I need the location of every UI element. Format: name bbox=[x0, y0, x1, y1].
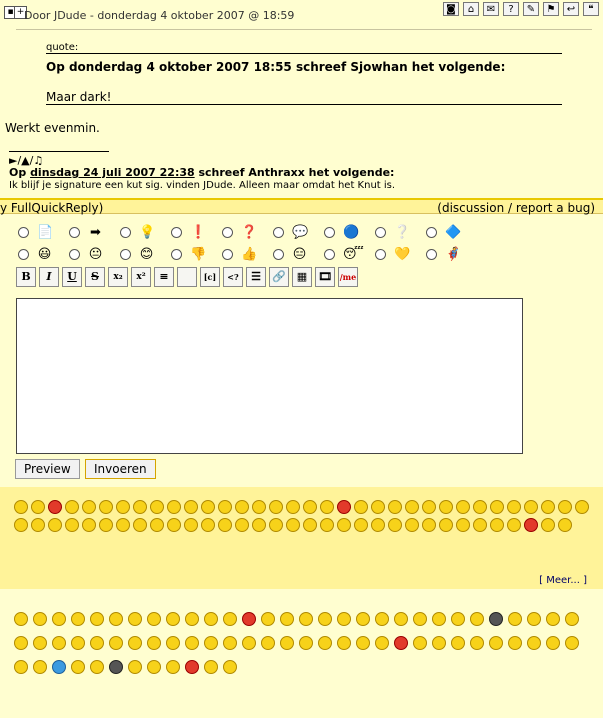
post-icon-row bbox=[18, 243, 578, 265]
radio-button[interactable] bbox=[426, 227, 437, 238]
strike-button[interactable]: S bbox=[85, 267, 105, 287]
smiley-icon[interactable] bbox=[280, 636, 294, 650]
question-icon[interactable]: ? bbox=[503, 2, 519, 16]
smiley-icon[interactable] bbox=[490, 500, 504, 514]
edit-icon[interactable]: ✎ bbox=[523, 2, 539, 16]
smiley-icon[interactable] bbox=[33, 660, 47, 674]
smiley-icon[interactable] bbox=[223, 660, 237, 674]
smiley-icon[interactable] bbox=[185, 612, 199, 626]
radio-button[interactable] bbox=[18, 227, 29, 238]
smiley-icon[interactable] bbox=[337, 636, 351, 650]
arrow-icon: ➡ bbox=[90, 224, 101, 240]
extra-smiley-grid bbox=[14, 612, 589, 674]
radio-button[interactable] bbox=[426, 249, 437, 260]
post-text: Werkt evenmin. bbox=[5, 121, 100, 135]
smiley-icon[interactable] bbox=[320, 500, 334, 514]
smiley-icon[interactable] bbox=[99, 518, 113, 532]
smiley-icon[interactable] bbox=[456, 500, 470, 514]
post-icon-option[interactable] bbox=[324, 247, 375, 262]
smiley-icon[interactable] bbox=[354, 500, 368, 514]
php-button[interactable]: <? bbox=[223, 267, 243, 287]
radio-button[interactable] bbox=[375, 249, 386, 260]
happy-icon: 😊 bbox=[139, 246, 154, 262]
smiley-icon[interactable] bbox=[546, 612, 560, 626]
signature-quote-header: Op dinsdag 24 juli 2007 22:38 schreef Anthraxx het volgende: bbox=[9, 166, 395, 179]
underline-button[interactable]: U bbox=[62, 267, 82, 287]
discussion-link[interactable]: (discussion / report a bug) bbox=[437, 201, 595, 215]
smiley-icon[interactable] bbox=[286, 500, 300, 514]
smiley-icon[interactable] bbox=[133, 500, 147, 514]
subscript-button[interactable]: x₂ bbox=[108, 267, 128, 287]
image-button[interactable]: ▦ bbox=[292, 267, 312, 287]
signature-nav[interactable]: ►/▲/♫ bbox=[9, 154, 44, 167]
heart-icon: 💛 bbox=[394, 246, 411, 262]
smiley-icon[interactable] bbox=[223, 612, 237, 626]
smiley-icon[interactable] bbox=[147, 660, 161, 674]
radio-button[interactable] bbox=[222, 249, 233, 260]
smiley-icon[interactable] bbox=[303, 500, 317, 514]
radio-button[interactable] bbox=[120, 227, 131, 238]
reply-icon[interactable]: ↩ bbox=[563, 2, 579, 16]
post-icon-option[interactable] bbox=[69, 247, 120, 262]
smiley-icon[interactable] bbox=[14, 500, 28, 514]
smiley-icon[interactable] bbox=[299, 636, 313, 650]
smiley-icon[interactable] bbox=[261, 612, 275, 626]
smiley-icon[interactable] bbox=[128, 612, 142, 626]
extra-smiley-panel bbox=[0, 592, 603, 718]
smiley-icon[interactable] bbox=[128, 636, 142, 650]
quote-label: quote: bbox=[46, 42, 79, 53]
smiley-icon[interactable] bbox=[524, 500, 538, 514]
smiley-icon[interactable] bbox=[388, 518, 402, 532]
camera-icon[interactable]: ◙ bbox=[443, 2, 459, 16]
post-tools bbox=[443, 2, 599, 16]
smiley-icon[interactable] bbox=[432, 636, 446, 650]
smiley-icon[interactable] bbox=[527, 612, 541, 626]
bold-button[interactable]: B bbox=[16, 267, 36, 287]
smiley-icon[interactable] bbox=[201, 500, 215, 514]
smiley-icon[interactable] bbox=[252, 500, 266, 514]
question-bubble-icon: ❔ bbox=[394, 224, 411, 240]
smiley-icon[interactable] bbox=[286, 518, 300, 532]
radio-button[interactable] bbox=[273, 249, 284, 260]
link-button[interactable]: 🔗 bbox=[269, 267, 289, 287]
superhero-icon: 🦸 bbox=[445, 246, 462, 262]
radio-button[interactable] bbox=[222, 227, 233, 238]
smiley-icon[interactable] bbox=[565, 636, 579, 650]
expressionless-icon: 😑 bbox=[292, 246, 307, 262]
smiley-icon[interactable] bbox=[375, 612, 389, 626]
home-icon[interactable]: ⌂ bbox=[463, 2, 479, 16]
quote-bottom-line bbox=[46, 104, 562, 105]
signature-date-link[interactable]: dinsdag 24 juli 2007 22:38 bbox=[30, 166, 195, 179]
smiley-icon[interactable] bbox=[14, 636, 28, 650]
sleepy-icon: 😴 bbox=[343, 246, 364, 262]
smiley-icon[interactable] bbox=[337, 612, 351, 626]
smiley-icon[interactable] bbox=[320, 518, 334, 532]
quote-top-line bbox=[46, 53, 562, 54]
post-icon-selector bbox=[18, 221, 578, 265]
radio-button[interactable] bbox=[273, 227, 284, 238]
smiley-icon[interactable] bbox=[116, 500, 130, 514]
smiley-icon[interactable] bbox=[489, 636, 503, 650]
format-toolbar bbox=[16, 267, 358, 287]
blank-button[interactable] bbox=[177, 267, 197, 287]
smiley-icon[interactable] bbox=[52, 660, 66, 674]
smiley-grid bbox=[14, 500, 589, 532]
expand-icon[interactable]: + bbox=[14, 6, 27, 19]
smiley-icon[interactable] bbox=[166, 636, 180, 650]
smiley-icon[interactable] bbox=[490, 518, 504, 532]
smiley-icon[interactable] bbox=[90, 636, 104, 650]
smiley-icon[interactable] bbox=[109, 612, 123, 626]
smile-icon: 😃 bbox=[37, 246, 52, 262]
radio-button[interactable] bbox=[324, 249, 335, 260]
smiley-icon[interactable] bbox=[394, 612, 408, 626]
smiley-icon[interactable] bbox=[166, 660, 180, 674]
smiley-icon[interactable] bbox=[303, 518, 317, 532]
smiley-icon[interactable] bbox=[439, 518, 453, 532]
radio-button[interactable] bbox=[171, 227, 182, 238]
neutral-icon: 😐 bbox=[88, 246, 103, 262]
smiley-icon[interactable] bbox=[99, 500, 113, 514]
smiley-icon[interactable] bbox=[473, 500, 487, 514]
smiley-icon[interactable] bbox=[489, 612, 503, 626]
smiley-icon[interactable] bbox=[185, 660, 199, 674]
smiley-icon[interactable] bbox=[147, 612, 161, 626]
post-meta: Door JDude - donderdag 4 oktober 2007 @ 18:59 bbox=[24, 9, 295, 22]
document-icon: 📄 bbox=[37, 224, 54, 240]
post-icon-option[interactable] bbox=[324, 225, 375, 240]
smiley-icon[interactable] bbox=[204, 612, 218, 626]
smiley-icon[interactable] bbox=[269, 500, 283, 514]
superscript-button[interactable]: x² bbox=[131, 267, 151, 287]
lightbulb-icon: 💡 bbox=[139, 224, 156, 240]
smiley-icon[interactable] bbox=[71, 612, 85, 626]
radio-button[interactable] bbox=[120, 249, 131, 260]
smiley-icon[interactable] bbox=[473, 518, 487, 532]
smiley-icon[interactable] bbox=[439, 500, 453, 514]
post-icon-option[interactable] bbox=[171, 247, 222, 262]
smiley-icon[interactable] bbox=[470, 636, 484, 650]
smiley-icon[interactable] bbox=[280, 612, 294, 626]
smiley-panel bbox=[0, 487, 603, 589]
smiley-icon[interactable] bbox=[252, 518, 266, 532]
smiley-icon[interactable] bbox=[185, 636, 199, 650]
radio-button[interactable] bbox=[375, 227, 386, 238]
post-icon-option[interactable] bbox=[18, 225, 69, 240]
blue-dot-icon: 🔵 bbox=[343, 224, 360, 240]
smiley-icon[interactable] bbox=[218, 518, 232, 532]
smiley-icon[interactable] bbox=[422, 500, 436, 514]
smiley-icon[interactable] bbox=[318, 612, 332, 626]
smiley-icon[interactable] bbox=[218, 500, 232, 514]
more-smilies-link[interactable]: [ Meer... ] bbox=[539, 575, 587, 586]
smiley-icon[interactable] bbox=[71, 660, 85, 674]
smiley-icon[interactable] bbox=[269, 518, 283, 532]
smiley-icon[interactable] bbox=[470, 612, 484, 626]
smiley-icon[interactable] bbox=[133, 518, 147, 532]
smiley-icon[interactable] bbox=[109, 636, 123, 650]
smiley-icon[interactable] bbox=[508, 612, 522, 626]
smiley-icon[interactable] bbox=[204, 636, 218, 650]
smiley-icon[interactable] bbox=[33, 612, 47, 626]
smiley-icon[interactable] bbox=[546, 636, 560, 650]
smiley-icon[interactable] bbox=[31, 518, 45, 532]
smiley-icon[interactable] bbox=[575, 500, 589, 514]
smiley-icon[interactable] bbox=[71, 636, 85, 650]
smiley-icon[interactable] bbox=[432, 612, 446, 626]
smiley-icon[interactable] bbox=[405, 518, 419, 532]
smiley-icon[interactable] bbox=[413, 636, 427, 650]
smiley-icon[interactable] bbox=[52, 636, 66, 650]
smiley-icon[interactable] bbox=[261, 636, 275, 650]
smiley-icon[interactable] bbox=[527, 636, 541, 650]
smiley-icon[interactable] bbox=[388, 500, 402, 514]
post-icon: ▪ bbox=[4, 6, 17, 19]
question-icon: ❓ bbox=[241, 224, 258, 240]
italic-button[interactable]: I bbox=[39, 267, 59, 287]
signature-divider bbox=[9, 151, 109, 152]
radio-button[interactable] bbox=[69, 227, 80, 238]
smiley-icon[interactable] bbox=[184, 500, 198, 514]
post-icon-option[interactable] bbox=[375, 247, 426, 262]
smiley-icon[interactable] bbox=[558, 518, 572, 532]
header-divider bbox=[16, 29, 592, 30]
smiley-icon[interactable] bbox=[166, 612, 180, 626]
submit-button[interactable]: Invoeren bbox=[85, 459, 156, 479]
smiley-icon[interactable] bbox=[223, 636, 237, 650]
smiley-icon[interactable] bbox=[109, 660, 123, 674]
radio-button[interactable] bbox=[171, 249, 182, 260]
media-button[interactable]: 🎞 bbox=[315, 267, 335, 287]
smiley-icon[interactable] bbox=[507, 500, 521, 514]
smiley-icon[interactable] bbox=[242, 612, 256, 626]
speech-icon: 💬 bbox=[292, 224, 309, 240]
smiley-icon[interactable] bbox=[242, 636, 256, 650]
smiley-icon[interactable] bbox=[14, 612, 28, 626]
smiley-icon[interactable] bbox=[167, 500, 181, 514]
smiley-icon[interactable] bbox=[235, 500, 249, 514]
radio-button[interactable] bbox=[69, 249, 80, 260]
align-button[interactable]: ≡ bbox=[154, 267, 174, 287]
smiley-icon[interactable] bbox=[116, 518, 130, 532]
exclamation-icon: ❗ bbox=[190, 224, 207, 240]
thumbs-down-icon: 👎 bbox=[190, 246, 207, 262]
smiley-icon[interactable] bbox=[184, 518, 198, 532]
smiley-icon[interactable] bbox=[128, 660, 142, 674]
smiley-icon[interactable] bbox=[337, 518, 351, 532]
smiley-icon[interactable] bbox=[65, 518, 79, 532]
smiley-icon[interactable] bbox=[52, 612, 66, 626]
smiley-icon[interactable] bbox=[299, 612, 313, 626]
smiley-icon[interactable] bbox=[31, 500, 45, 514]
smiley-icon[interactable] bbox=[413, 612, 427, 626]
smiley-icon[interactable] bbox=[354, 518, 368, 532]
post-header bbox=[0, 0, 603, 30]
smiley-icon[interactable] bbox=[14, 518, 28, 532]
smiley-icon[interactable] bbox=[90, 612, 104, 626]
smiley-icon[interactable] bbox=[507, 518, 521, 532]
smiley-icon[interactable] bbox=[33, 636, 47, 650]
post-icon-option[interactable] bbox=[375, 225, 426, 240]
reply-textarea[interactable] bbox=[16, 298, 523, 454]
quick-reply-bar bbox=[0, 198, 603, 214]
smiley-icon[interactable] bbox=[356, 612, 370, 626]
quote-body: Maar dark! bbox=[46, 90, 112, 104]
smiley-icon[interactable] bbox=[235, 518, 249, 532]
smiley-icon[interactable] bbox=[14, 660, 28, 674]
post-icon-option[interactable] bbox=[222, 247, 273, 262]
smiley-icon[interactable] bbox=[508, 636, 522, 650]
smiley-icon[interactable] bbox=[394, 636, 408, 650]
smiley-icon[interactable] bbox=[337, 500, 351, 514]
smiley-icon[interactable] bbox=[558, 500, 572, 514]
smiley-icon[interactable] bbox=[405, 500, 419, 514]
radio-button[interactable] bbox=[18, 249, 29, 260]
smiley-icon[interactable] bbox=[356, 636, 370, 650]
smiley-icon[interactable] bbox=[150, 518, 164, 532]
smiley-icon[interactable] bbox=[147, 636, 161, 650]
quote-header: Op donderdag 4 oktober 2007 18:55 schreef Sjowhan het volgende: bbox=[46, 60, 506, 74]
smiley-icon[interactable] bbox=[65, 500, 79, 514]
smiley-icon[interactable] bbox=[167, 518, 181, 532]
post-icon-option[interactable] bbox=[273, 247, 324, 262]
post-icon-option[interactable] bbox=[171, 225, 222, 240]
smiley-icon[interactable] bbox=[318, 636, 332, 650]
smiley-icon[interactable] bbox=[456, 518, 470, 532]
quote-icon[interactable]: ❝ bbox=[583, 2, 599, 16]
smiley-icon[interactable] bbox=[451, 612, 465, 626]
smiley-icon[interactable] bbox=[524, 518, 538, 532]
smiley-icon[interactable] bbox=[451, 636, 465, 650]
signature-body: Ik blijf je signature een kut sig. vinden JDude. Alleen maar omdat het Knut is. bbox=[9, 180, 396, 191]
smiley-icon[interactable] bbox=[201, 518, 215, 532]
smiley-icon[interactable] bbox=[422, 518, 436, 532]
smiley-icon[interactable] bbox=[48, 500, 62, 514]
post-icon-row bbox=[18, 221, 578, 243]
smiley-icon[interactable] bbox=[371, 518, 385, 532]
smiley-icon[interactable] bbox=[204, 660, 218, 674]
smiley-icon[interactable] bbox=[82, 500, 96, 514]
smiley-icon[interactable] bbox=[90, 660, 104, 674]
radio-button[interactable] bbox=[324, 227, 335, 238]
flag-icon[interactable]: ⚑ bbox=[543, 2, 559, 16]
smiley-icon[interactable] bbox=[371, 500, 385, 514]
post-icon-option[interactable] bbox=[18, 247, 69, 262]
post-icon-option[interactable] bbox=[273, 225, 324, 240]
me-button[interactable]: /me bbox=[338, 267, 358, 287]
code-button[interactable]: [c] bbox=[200, 267, 220, 287]
smiley-icon[interactable] bbox=[565, 612, 579, 626]
post-icon-option[interactable] bbox=[426, 247, 477, 262]
preview-button[interactable]: Preview bbox=[15, 459, 80, 479]
blue-diamond-icon: 🔷 bbox=[445, 224, 462, 240]
post-icon-option[interactable] bbox=[69, 225, 120, 240]
quick-reply-title[interactable]: y FullQuickReply) bbox=[0, 201, 104, 215]
thumbs-up-icon: 👍 bbox=[241, 246, 258, 262]
post-icon-option[interactable] bbox=[426, 225, 477, 240]
mail-icon[interactable]: ✉ bbox=[483, 2, 499, 16]
post-icon-option[interactable] bbox=[120, 247, 171, 262]
smiley-icon[interactable] bbox=[150, 500, 164, 514]
list-button[interactable]: ☰ bbox=[246, 267, 266, 287]
smiley-icon[interactable] bbox=[48, 518, 62, 532]
smiley-icon[interactable] bbox=[375, 636, 389, 650]
post-icon-option[interactable] bbox=[120, 225, 171, 240]
post-icon-option[interactable] bbox=[222, 225, 273, 240]
smiley-icon[interactable] bbox=[82, 518, 96, 532]
smiley-icon[interactable] bbox=[541, 500, 555, 514]
smiley-icon[interactable] bbox=[541, 518, 555, 532]
